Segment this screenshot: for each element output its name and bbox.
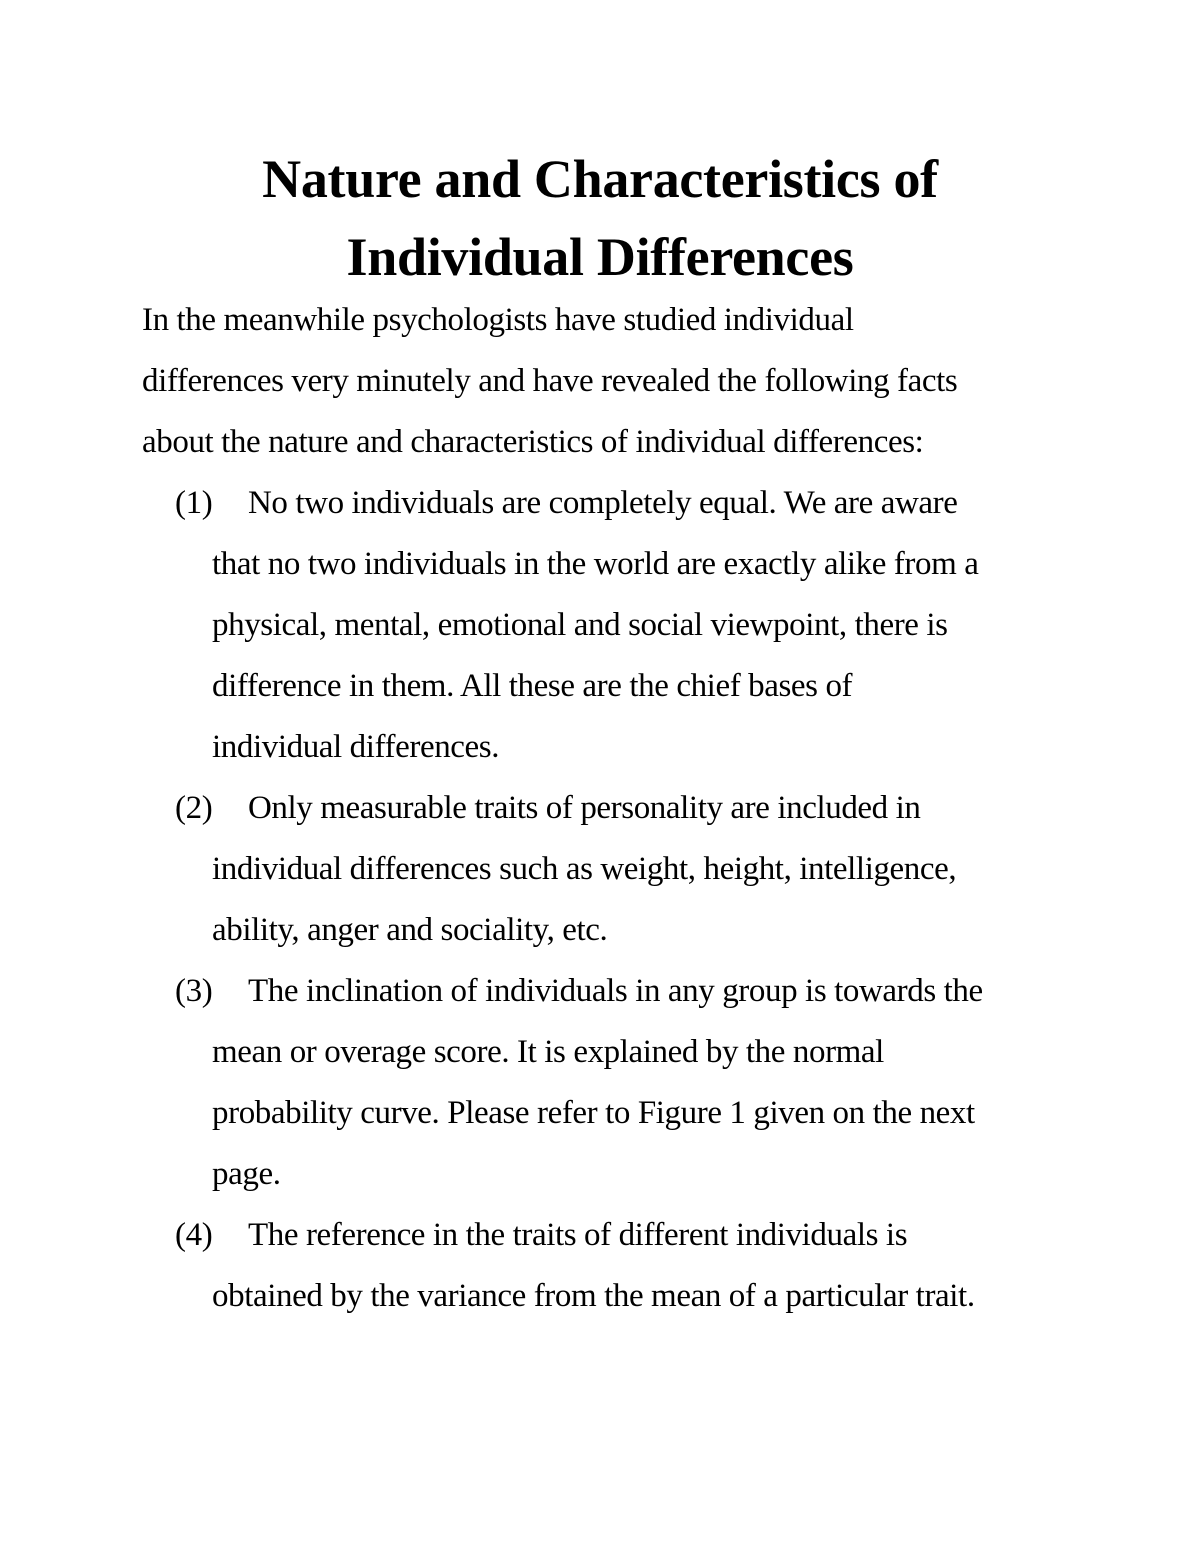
list-item-line: mean or overage score. It is explained by the normal [212, 1034, 884, 1070]
list-item [0, 1205, 1200, 1327]
intro-paragraph [142, 290, 1082, 473]
list-item [0, 778, 1200, 961]
list-item-number: (4) [175, 1217, 213, 1253]
list-item-line: page. [212, 1156, 281, 1192]
list-item-number: (2) [175, 790, 213, 826]
list-item-line: ability, anger and sociality, etc. [212, 912, 608, 948]
page-title [0, 140, 1200, 296]
list-item-line: physical, mental, emotional and social viewpoint, there is [212, 607, 948, 643]
list-item-line: No two individuals are completely equal. We are aware [248, 485, 958, 521]
title-line: Nature and Characteristics of [262, 149, 938, 209]
list-item-line: obtained by the variance from the mean of a particular trait. [212, 1278, 975, 1314]
list-item-line: difference in them. All these are the chief bases of [212, 668, 853, 704]
title-line: Individual Differences [346, 227, 854, 287]
intro-line: about the nature and characteristics of individual differences: [142, 424, 924, 460]
list-item-line: individual differences. [212, 729, 500, 765]
list-item-line: Only measurable traits of personality are included in [248, 790, 921, 826]
list-item-number: (3) [175, 973, 213, 1009]
list-item-line: that no two individuals in the world are exactly alike from a [212, 546, 979, 582]
list-item-line: probability curve. Please refer to Figure 1 given on the next [212, 1095, 975, 1131]
list-item-number: (1) [175, 485, 213, 521]
intro-line: In the meanwhile psychologists have studied individual [142, 302, 854, 338]
list-item [0, 473, 1200, 778]
facts-list [0, 473, 1200, 1327]
list-item-line: The reference in the traits of different individuals is [248, 1217, 908, 1253]
list-item [0, 961, 1200, 1205]
list-item-line: individual differences such as weight, height, intelligence, [212, 851, 957, 887]
intro-line: differences very minutely and have revealed the following facts [142, 363, 958, 399]
list-item-line: The inclination of individuals in any group is towards the [248, 973, 983, 1009]
